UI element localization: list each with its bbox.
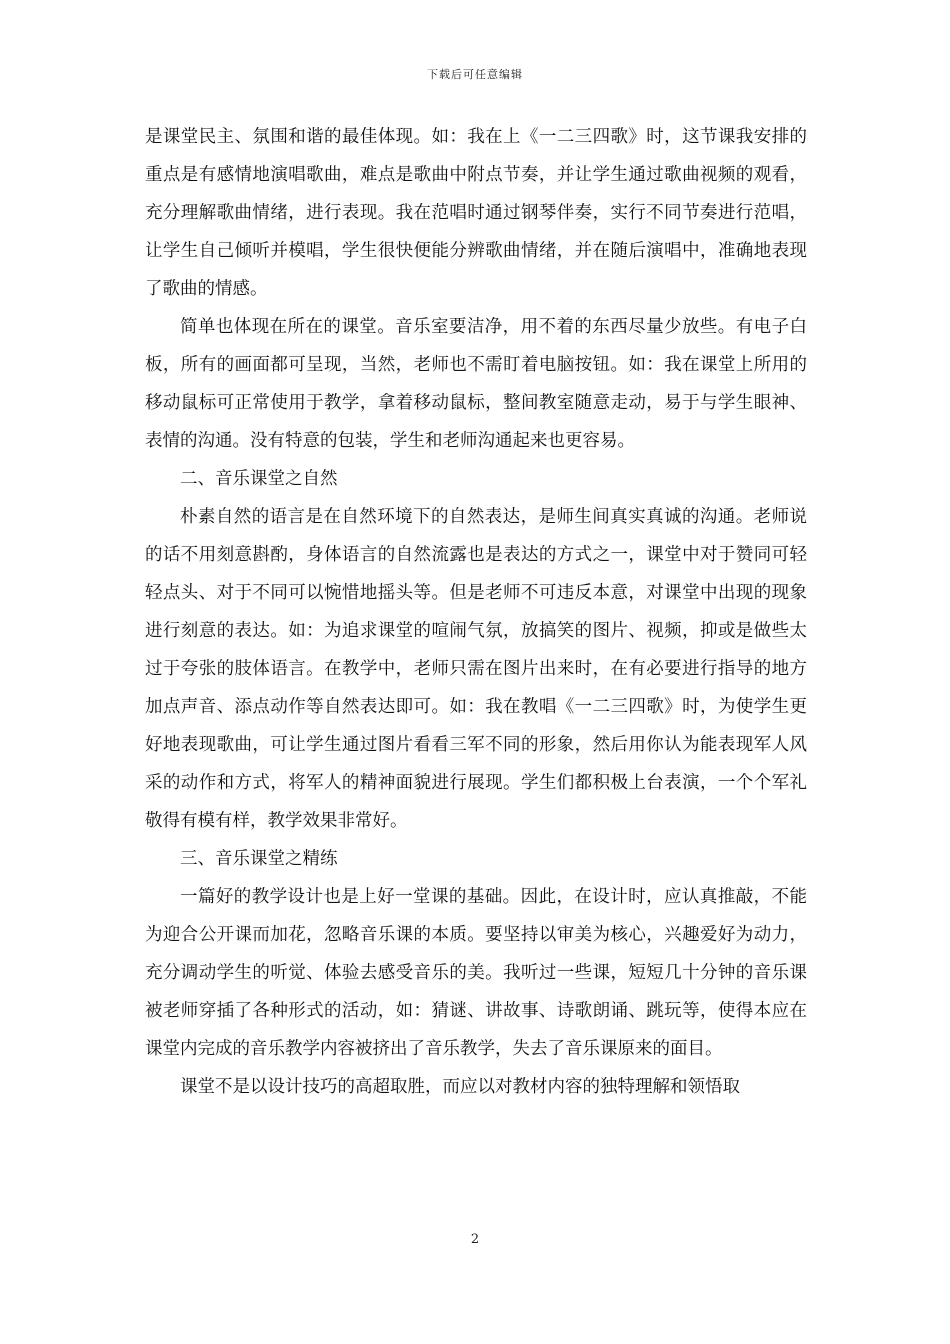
paragraph-simplicity: 简单也体现在所在的课堂。音乐室要洁净，用不着的东西尽量少放些。有电子白板，所有的画面都可呈现，当然，老师也不需盯着电脑按钮。如：我在课堂上所用的移动鼠标可正常使用于教学，拿着移动鼠标，整间教室随意走动，易于与学生眼神、表情的沟通。没有特意的包装，学生和老师沟通起来也更容易。 — [145, 317, 807, 451]
document-body — [145, 118, 807, 1106]
paragraph-classroom-not-tricks: 课堂不是以设计技巧的高超取胜，而应以对教材内容的独特理解和领悟取 — [180, 1077, 740, 1097]
paragraph-teaching-design: 一篇好的教学设计也是上好一堂课的基础。因此，在设计时，应认真推敲，不能为迎合公开课而加花，忽略音乐课的本质。要坚持以审美为核心，兴趣爱好为动力，充分调动学生的听觉、体验去感受音乐的美。我听过一些课，短短几十分钟的音乐课被老师穿插了各种形式的活动，如：猜谜、讲故事、诗歌朗诵、跳玩等，使得本应在课堂内完成的音乐教学内容被挤出了音乐教学，失去了音乐课原来的面目。 — [145, 887, 807, 1059]
paragraph-continued: 是课堂民主、氛围和谐的最佳体现。如：我在上《一二三四歌》时，这节课我安排的重点是有感情地演唱歌曲，难点是歌曲中附点节奏，并让学生通过歌曲视频的观看，充分理解歌曲情绪，进行表现。我在范唱时通过钢琴伴奏，实行不同节奏进行范唱，让学生自己倾听并模唱，学生很快便能分辨歌曲情绪，并在随后演唱中，准确地表现了歌曲的情感。 — [145, 127, 807, 299]
section-heading-nature: 二、音乐课堂之自然 — [180, 469, 338, 489]
paragraph-natural-language: 朴素自然的语言是在自然环境下的自然表达，是师生间真实真诚的沟通。老师说的话不用刻意斟酌，身体语言的自然流露也是表达的方式之一，课堂中对于赞同可轻轻点头、对于不同可以惋惜地摇头等。但是老师不可违反本意，对课堂中出现的现象进行刻意的表达。如：为追求课堂的喧闹气氛，放搞笑的图片、视频，抑或是做些太过于夸张的肢体语言。在教学中，老师只需在图片出来时，在有必要进行指导的地方加点声音、添点动作等自然表达即可。如：我在教唱《一二三四歌》时，为使学生更好地表现歌曲，可让学生通过图片看看三军不同的形象，然后用你认为能表现军人风采的动作和方式，将军人的精神面貌进行展现。学生们都积极上台表演，一个个军礼敬得有模有样，教学效果非常好。 — [145, 507, 807, 831]
page-header-note: 下载后可任意编辑 — [427, 68, 523, 81]
page-number: 2 — [470, 1232, 480, 1247]
section-heading-refinement: 三、音乐课堂之精练 — [180, 849, 338, 869]
